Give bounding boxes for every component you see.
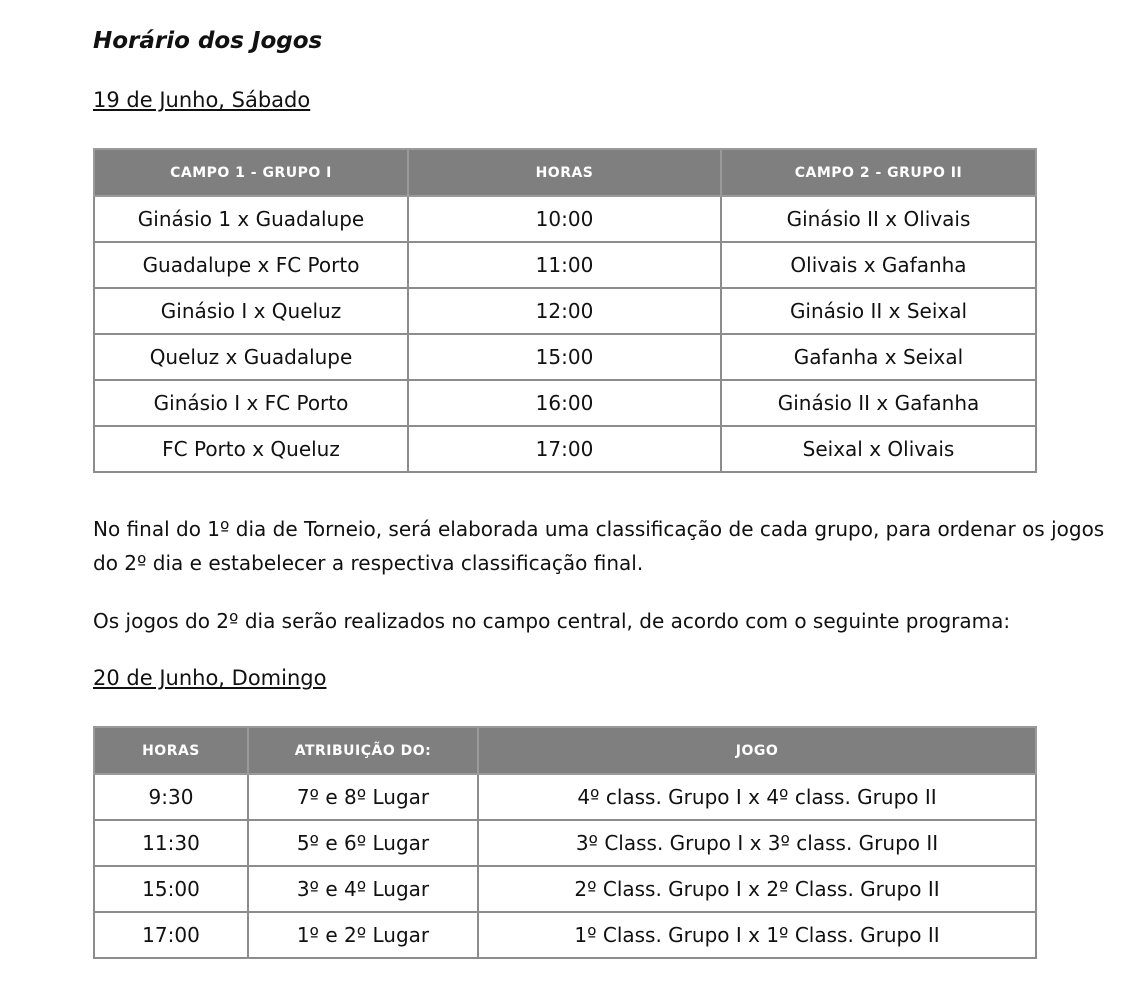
cell-horas: 11:00 bbox=[408, 242, 721, 288]
header-campo1: CAMPO 1 - GRUPO I bbox=[94, 149, 408, 196]
cell-horas: 17:00 bbox=[408, 426, 721, 472]
cell-horas: 17:00 bbox=[94, 912, 248, 958]
table-header-row bbox=[94, 727, 1036, 774]
cell-campo1: Queluz x Guadalupe bbox=[94, 334, 408, 380]
central-field-paragraph: Os jogos do 2º dia serão realizados no campo central, de acordo com o seguinte programa: bbox=[93, 609, 1011, 633]
cell-campo2: Olivais x Gafanha bbox=[721, 242, 1036, 288]
cell-horas: 12:00 bbox=[408, 288, 721, 334]
cell-horas: 15:00 bbox=[94, 866, 248, 912]
table-row bbox=[94, 196, 1036, 242]
cell-atribuicao: 7º e 8º Lugar bbox=[248, 774, 478, 820]
table-row bbox=[94, 866, 1036, 912]
cell-campo2: Ginásio II x Olivais bbox=[721, 196, 1036, 242]
cell-campo2: Gafanha x Seixal bbox=[721, 334, 1036, 380]
table-row bbox=[94, 426, 1036, 472]
header-horas: HORAS bbox=[408, 149, 721, 196]
cell-horas: 16:00 bbox=[408, 380, 721, 426]
cell-campo2: Seixal x Olivais bbox=[721, 426, 1036, 472]
cell-horas: 9:30 bbox=[94, 774, 248, 820]
cell-atribuicao: 5º e 6º Lugar bbox=[248, 820, 478, 866]
cell-atribuicao: 3º e 4º Lugar bbox=[248, 866, 478, 912]
table-row bbox=[94, 242, 1036, 288]
cell-campo1: FC Porto x Queluz bbox=[94, 426, 408, 472]
table-header-row bbox=[94, 149, 1036, 196]
table-row bbox=[94, 912, 1036, 958]
day2-schedule-table bbox=[93, 726, 1037, 959]
cell-horas: 15:00 bbox=[408, 334, 721, 380]
cell-horas: 10:00 bbox=[408, 196, 721, 242]
cell-campo2: Ginásio II x Gafanha bbox=[721, 380, 1036, 426]
table-row bbox=[94, 288, 1036, 334]
table-row bbox=[94, 334, 1036, 380]
header-campo2: CAMPO 2 - GRUPO II bbox=[721, 149, 1036, 196]
header-jogo: JOGO bbox=[478, 727, 1036, 774]
cell-jogo: 3º Class. Grupo I x 3º class. Grupo II bbox=[478, 820, 1036, 866]
cell-campo1: Ginásio I x FC Porto bbox=[94, 380, 408, 426]
day1-schedule-table bbox=[93, 148, 1037, 473]
table-row bbox=[94, 820, 1036, 866]
page-title: Horário dos Jogos bbox=[93, 28, 323, 54]
cell-campo1: Ginásio I x Queluz bbox=[94, 288, 408, 334]
cell-jogo: 2º Class. Grupo I x 2º Class. Grupo II bbox=[478, 866, 1036, 912]
day2-date: 20 de Junho, Domingo bbox=[93, 666, 327, 690]
cell-atribuicao: 1º e 2º Lugar bbox=[248, 912, 478, 958]
cell-jogo: 1º Class. Grupo I x 1º Class. Grupo II bbox=[478, 912, 1036, 958]
table-row bbox=[94, 774, 1036, 820]
cell-jogo: 4º class. Grupo I x 4º class. Grupo II bbox=[478, 774, 1036, 820]
header-horas: HORAS bbox=[94, 727, 248, 774]
cell-campo1: Guadalupe x FC Porto bbox=[94, 242, 408, 288]
cell-campo1: Ginásio 1 x Guadalupe bbox=[94, 196, 408, 242]
header-atribuicao: ATRIBUIÇÃO DO: bbox=[248, 727, 478, 774]
cell-campo2: Ginásio II x Seixal bbox=[721, 288, 1036, 334]
ranking-note-paragraph: No final do 1º dia de Torneio, será elaborada uma classificação de cada grupo, para ordenar os jogos do 2º dia e estabelecer a respectiva classificação final. bbox=[93, 517, 1105, 575]
cell-horas: 11:30 bbox=[94, 820, 248, 866]
day1-date: 19 de Junho, Sábado bbox=[93, 88, 311, 112]
table-row bbox=[94, 380, 1036, 426]
